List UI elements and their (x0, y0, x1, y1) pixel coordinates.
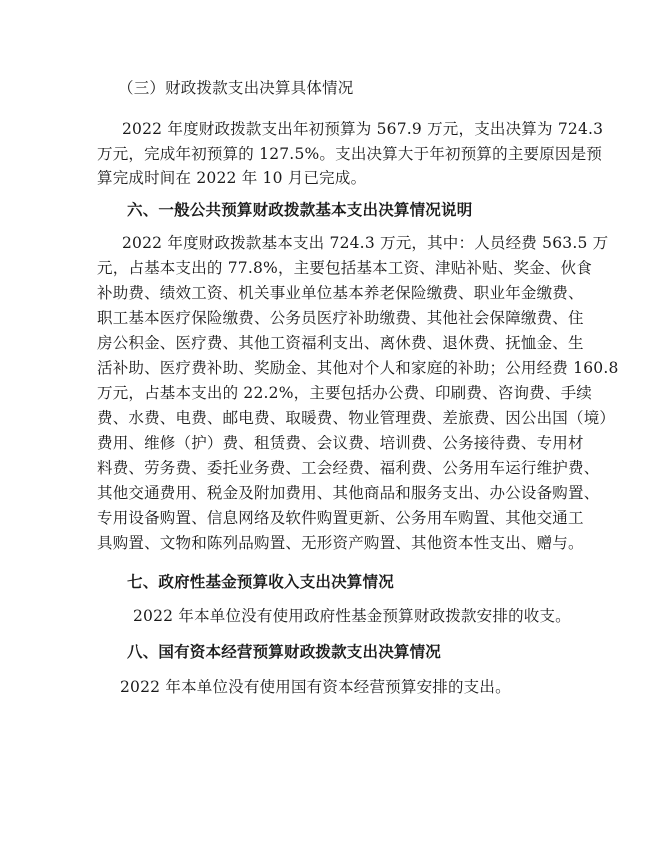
section6-line-11: 其他交通费用、税金及附加费用、其他商品和服务支出、办公设备购置、 (97, 484, 600, 502)
section6-line-10: 料费、劳务费、委托业务费、工会经费、福利费、公务用车运行维护费、 (97, 459, 600, 477)
section6-line-8: 费、水费、电费、邮电费、取暖费、物业管理费、差旅费、因公出国（境） (97, 409, 616, 427)
section3-line-1: 2022 年度财政拨款支出年初预算为 567.9 万元，支出决算为 724.3 (122, 120, 604, 138)
section6-line-3: 补助费、绩效工资、机关事业单位基本养老保险缴费、职业年金缴费、 (97, 284, 584, 302)
section6-line-4: 职工基本医疗保险缴费、公务员医疗补助缴费、其他社会保障缴费、住 (97, 309, 584, 327)
section3-line-2: 万元，完成年初预算的 127.5%。支出决算大于年初预算的主要原因是预 (97, 145, 603, 163)
section8-body: 2022 年本单位没有使用国有资本经营预算安排的支出。 (120, 678, 511, 696)
section7-title: 七、政府性基金预算收入支出决算情况 (127, 573, 394, 591)
section6-line-2: 元，占基本支出的 77.8%，主要包括基本工资、津贴补贴、奖金、伙食 (97, 259, 592, 277)
section6-line-12: 专用设备购置、信息网络及软件购置更新、公务用车购置、其他交通工 (97, 509, 584, 527)
section6-line-7: 万元，占基本支出的 22.2%，主要包括办公费、印刷费、咨询费、手续 (97, 384, 592, 402)
section7-body: 2022 年本单位没有使用政府性基金预算财政拨款安排的收支。 (133, 607, 571, 625)
section6-line-13: 具购置、文物和陈列品购置、无形资产购置、其他资本性支出、赠与。 (97, 534, 584, 552)
section6-line-6: 活补助、医疗费补助、奖励金、其他对个人和家庭的补助；公用经费 160.8 (97, 359, 619, 377)
section6-line-1: 2022 年度财政拨款基本支出 724.3 万元，其中：人员经费 563.5 万 (122, 234, 609, 252)
section3-title: （三）财政拨款支出决算具体情况 (118, 79, 354, 97)
section6-line-5: 房公积金、医疗费、其他工资福利支出、离休费、退休费、抚恤金、生 (97, 334, 584, 352)
section8-title: 八、国有资本经营预算财政拨款支出决算情况 (127, 643, 442, 661)
section3-line-3: 算完成时间在 2022 年 10 月已完成。 (97, 169, 367, 187)
section6-line-9: 费用、维修（护）费、租赁费、会议费、培训费、公务接待费、专用材 (97, 434, 584, 452)
section6-title: 六、一般公共预算财政拨款基本支出决算情况说明 (127, 201, 473, 219)
